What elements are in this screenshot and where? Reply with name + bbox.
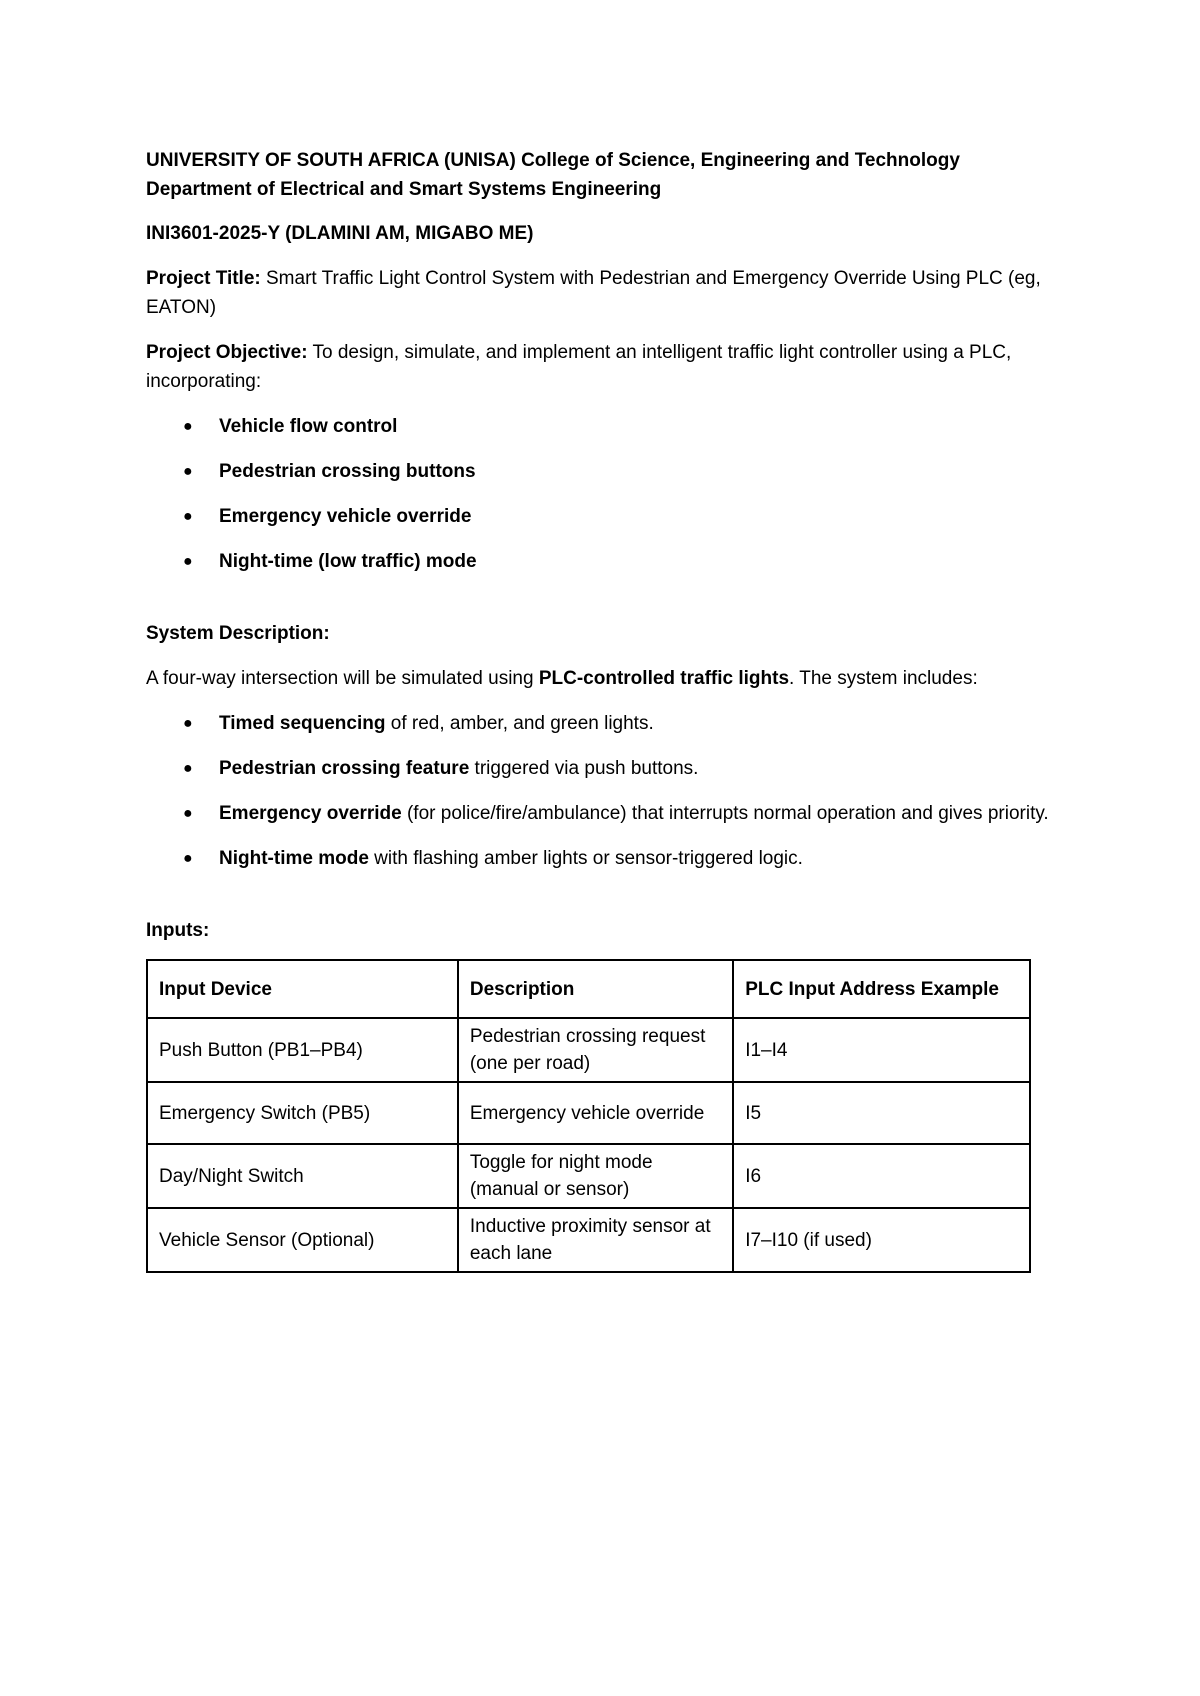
- table-cell: I7–I10 (if used): [733, 1208, 1030, 1272]
- objective-item: Pedestrian crossing buttons: [219, 461, 476, 482]
- table-cell: Toggle for night mode (manual or sensor): [458, 1144, 733, 1208]
- bullet-icon: ●: [183, 418, 193, 435]
- feature-text: triggered via push buttons.: [469, 758, 699, 779]
- system-feature-list: [146, 709, 1066, 873]
- project-title-label: Project Title:: [146, 268, 261, 289]
- table-cell: Push Button (PB1–PB4): [147, 1018, 458, 1082]
- table-cell: Emergency vehicle override: [458, 1082, 733, 1144]
- project-title: [146, 264, 1066, 322]
- table-cell: Day/Night Switch: [147, 1144, 458, 1208]
- intro-post: . The system includes:: [789, 668, 978, 689]
- objective-item: Vehicle flow control: [219, 416, 398, 437]
- feature-bold: Timed sequencing: [219, 713, 386, 734]
- module-code: INI3601-2025-Y (DLAMINI AM, MIGABO ME): [146, 223, 534, 244]
- list-item: [146, 547, 1066, 576]
- feature-text: (for police/fire/ambulance) that interrupts normal operation and gives priority.: [401, 803, 1049, 824]
- project-title-text: Smart Traffic Light Control System with Pedestrian and Emergency Override Using PLC (eg, EATON): [146, 268, 1041, 318]
- table-cell: Emergency Switch (PB5): [147, 1082, 458, 1144]
- feature-bold: Night-time mode: [219, 848, 369, 869]
- table-cell: Pedestrian crossing request (one per road): [458, 1018, 733, 1082]
- table-cell: Inductive proximity sensor at each lane: [458, 1208, 733, 1272]
- list-item: [146, 844, 1066, 873]
- feature-bold: Emergency override: [219, 803, 402, 824]
- objective-item: Emergency vehicle override: [219, 506, 472, 527]
- inputs-heading: Inputs:: [146, 920, 210, 941]
- list-item: [146, 709, 1066, 738]
- list-item: [146, 502, 1066, 531]
- feature-text: of red, amber, and green lights.: [385, 713, 654, 734]
- objective-item: Night-time (low traffic) mode: [219, 551, 477, 572]
- bullet-icon: ●: [183, 805, 193, 822]
- document-header: [146, 146, 1066, 204]
- project-objective-label: Project Objective:: [146, 342, 308, 363]
- bullet-icon: ●: [183, 760, 193, 777]
- list-item: [146, 412, 1066, 441]
- table-cell: Vehicle Sensor (Optional): [147, 1208, 458, 1272]
- column-header: PLC Input Address Example: [733, 960, 1030, 1018]
- objective-list: [146, 412, 1066, 576]
- header-line-1: UNIVERSITY OF SOUTH AFRICA (UNISA) College of Science, Engineering and Technology: [146, 150, 960, 171]
- table-cell: I5: [733, 1082, 1030, 1144]
- table-row: [147, 1144, 1030, 1208]
- intro-pre: A four-way intersection will be simulated using: [146, 668, 539, 689]
- header-line-2: Department of Electrical and Smart Systems Engineering: [146, 179, 662, 200]
- feature-bold: Pedestrian crossing feature: [219, 758, 470, 779]
- list-item: [146, 457, 1066, 486]
- column-header: Input Device: [147, 960, 458, 1018]
- feature-text: with flashing amber lights or sensor-triggered logic.: [368, 848, 803, 869]
- table-row: [147, 1018, 1030, 1082]
- bullet-icon: ●: [183, 508, 193, 525]
- system-description-heading: System Description:: [146, 623, 330, 644]
- document-content: [146, 146, 1066, 1273]
- inputs-table: [146, 959, 1031, 1273]
- bullet-icon: ●: [183, 715, 193, 732]
- table-row: [147, 1082, 1030, 1144]
- table-row: [147, 1208, 1030, 1272]
- table-header-row: [147, 960, 1030, 1018]
- bullet-icon: ●: [183, 463, 193, 480]
- list-item: [146, 799, 1066, 828]
- project-objective-text: To design, simulate, and implement an intelligent traffic light controller using a PLC, incorporating:: [146, 342, 1012, 392]
- table-cell: I1–I4: [733, 1018, 1030, 1082]
- bullet-icon: ●: [183, 553, 193, 570]
- table-cell: I6: [733, 1144, 1030, 1208]
- list-item: [146, 754, 1066, 783]
- system-description-intro: [146, 664, 1066, 693]
- project-objective: [146, 338, 1066, 396]
- intro-bold: PLC-controlled traffic lights: [538, 668, 790, 689]
- column-header: Description: [458, 960, 733, 1018]
- bullet-icon: ●: [183, 850, 193, 867]
